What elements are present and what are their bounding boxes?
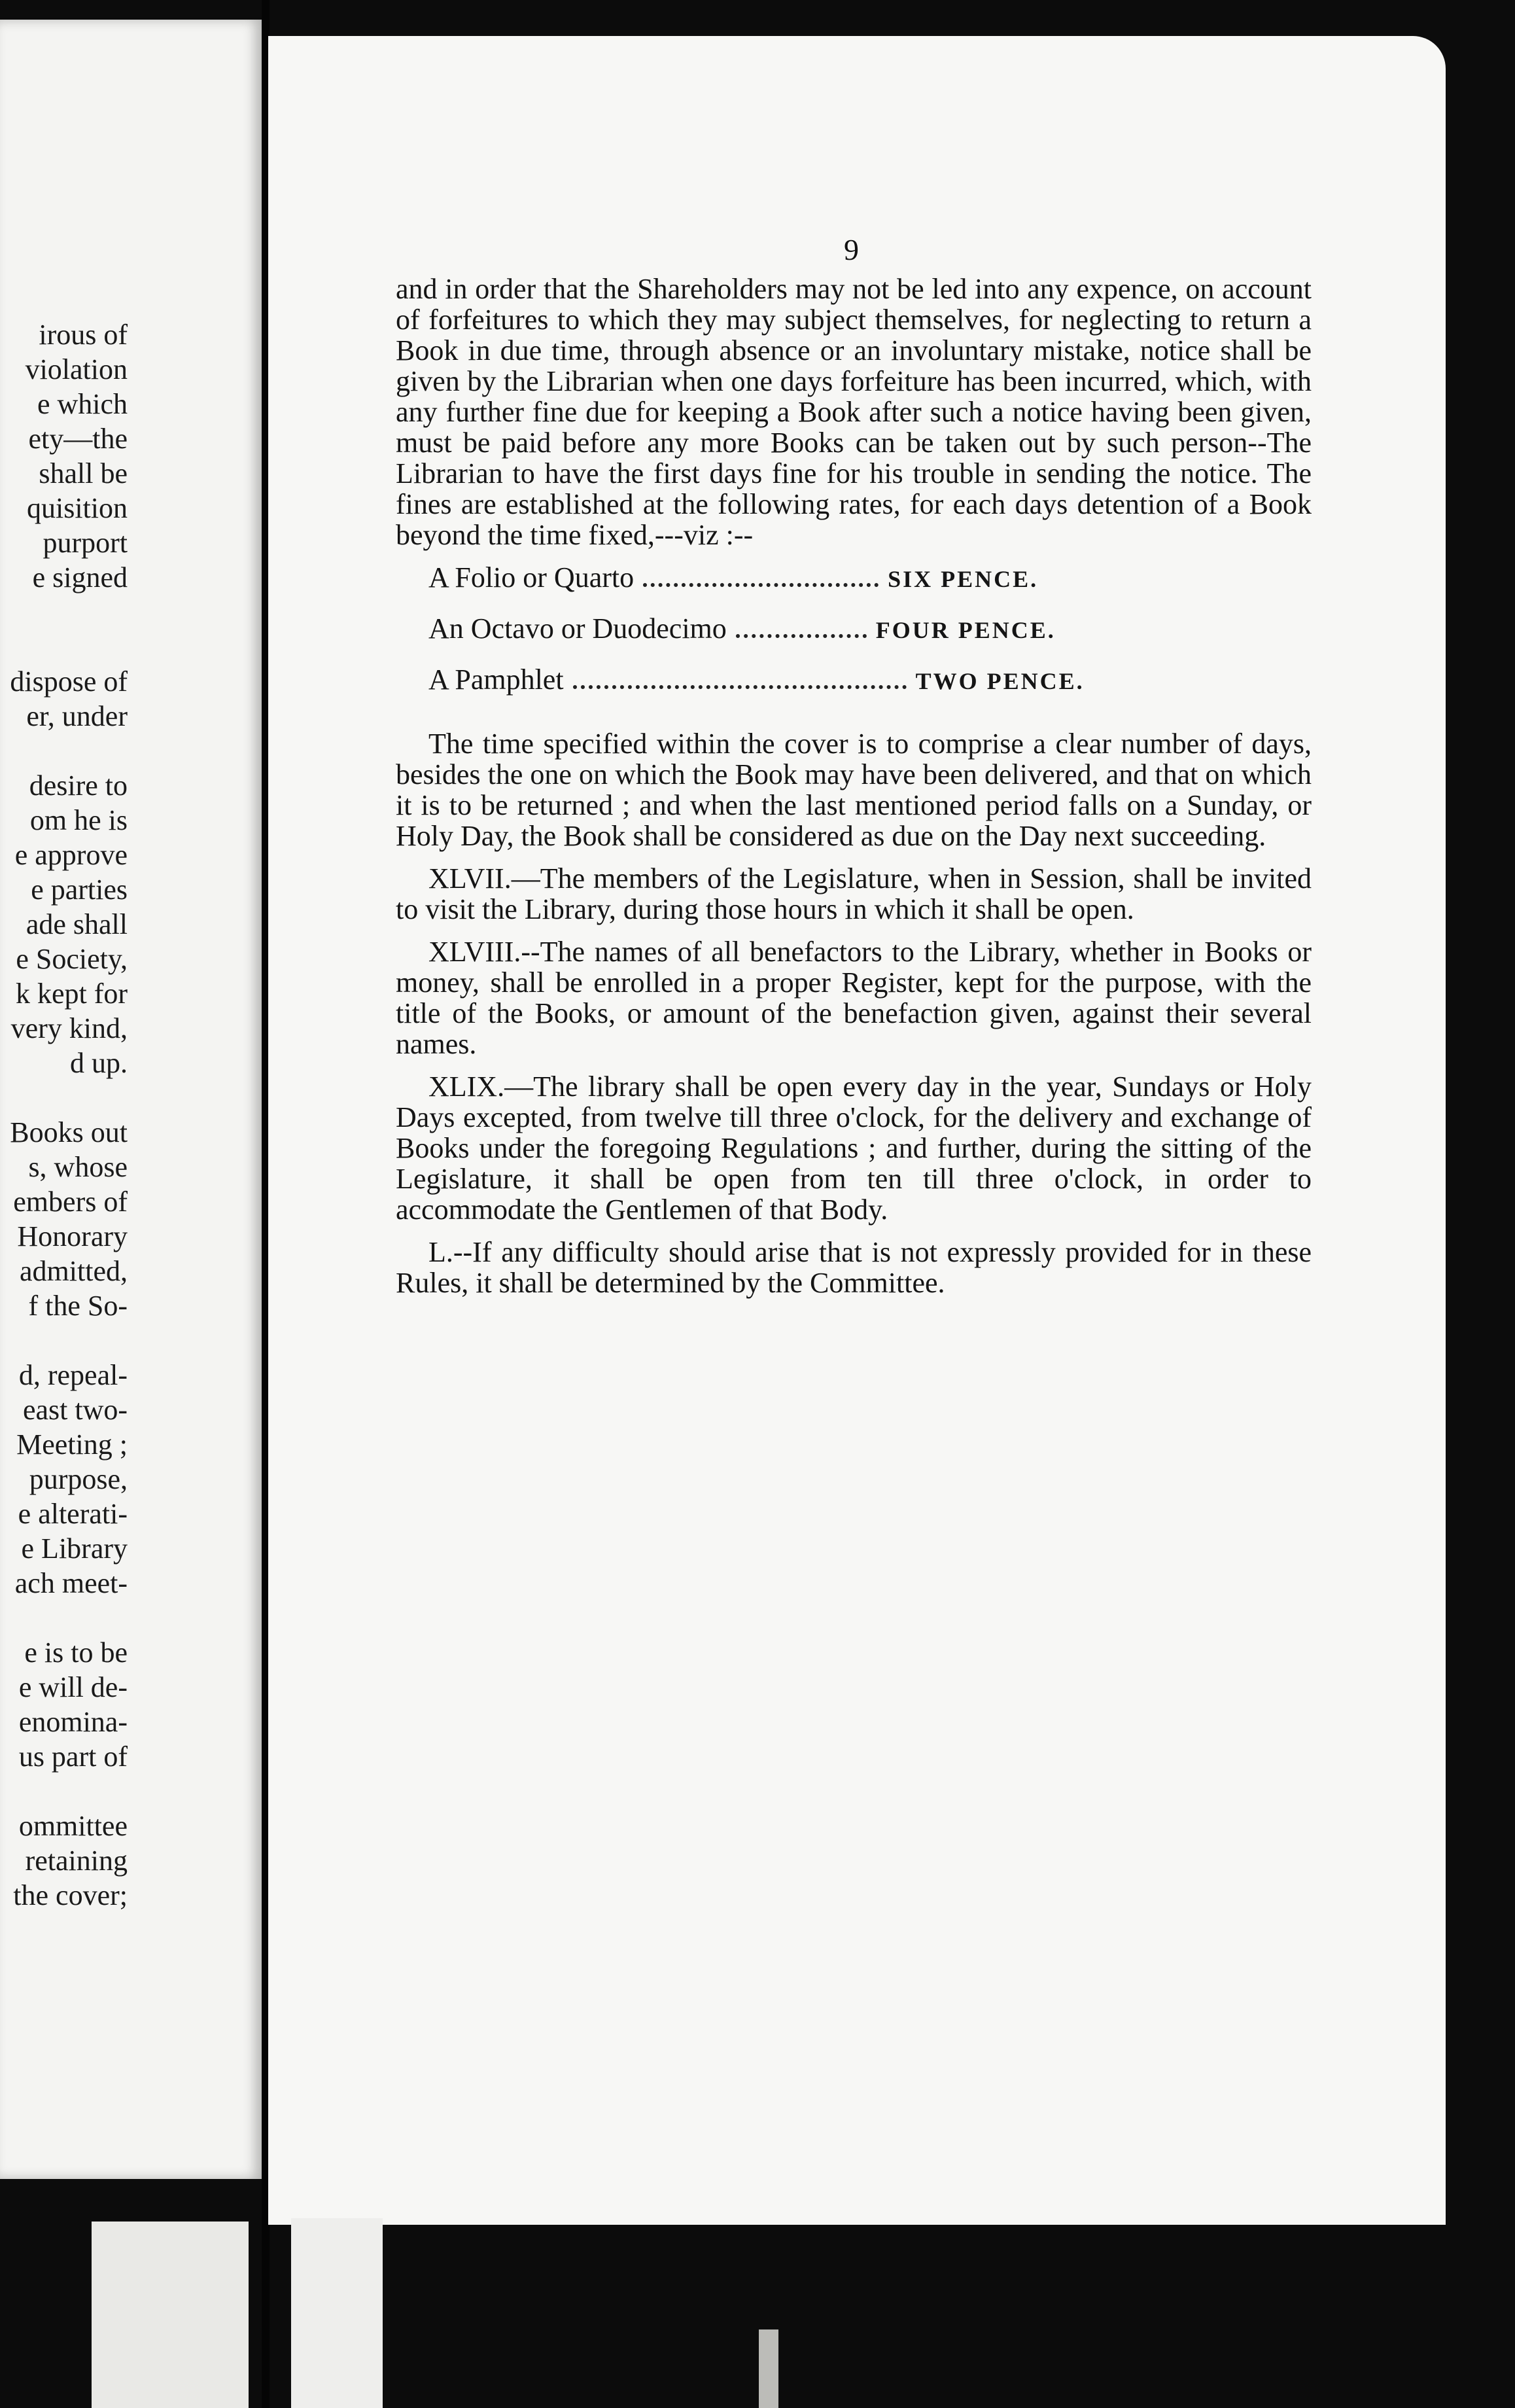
fine-item: A Folio or Quarto bbox=[428, 561, 635, 593]
left-text-line: east two- bbox=[22, 1394, 128, 1426]
left-text-line: e signed bbox=[32, 561, 128, 593]
left-text-line: desire to bbox=[22, 770, 128, 802]
left-text-line bbox=[0, 1323, 128, 1358]
time-paragraph: The time specified within the cover is to comprise a clear number of days, besides the one on which the Book may have been delivered, and that on which it is to be returned ; and when the last mentioned period falls on a Sunday, or Holy Day, the Book shall be considered as due on the Day next succeeding. bbox=[396, 728, 1312, 852]
fine-item: An Octavo or Duodecimo bbox=[428, 612, 727, 645]
left-text-line: purpose, bbox=[22, 1463, 128, 1495]
left-text-line: ade shall bbox=[26, 908, 128, 940]
left-text-line: Meeting ; bbox=[16, 1428, 128, 1461]
left-text-line: e alterati- bbox=[18, 1498, 128, 1530]
left-text-line: enomina- bbox=[18, 1706, 128, 1738]
left-text-line bbox=[0, 1080, 128, 1115]
opening-paragraph: and in order that the Shareholders may not be led into any expence, on account of forfeitures to which they may subject themselves, for neglecting to return a Book in due time, through absence or an involuntary mistake, notice shall be given by the Librarian when one days forfeiture has been incurred, which, with any further fine due for keeping a Book after such a notice having been given, must be paid before any more Books can be taken out by such person--The Librarian to have the first days fine for his trouble in sending the notice. The fines are established at the following rates, for each days detention of a Book beyond the time fixed,---viz :-- bbox=[396, 273, 1312, 551]
left-text-line: s, whose bbox=[28, 1151, 128, 1183]
page-number: 9 bbox=[844, 233, 859, 266]
left-text-line: k kept for bbox=[15, 978, 128, 1010]
fine-amount: FOUR PENCE. bbox=[875, 617, 1056, 643]
fine-amount: SIX PENCE. bbox=[888, 566, 1039, 592]
left-text-line: e Library bbox=[21, 1532, 128, 1565]
paper-stub bbox=[291, 2218, 383, 2408]
left-text-line: f the So- bbox=[28, 1290, 128, 1322]
left-text-line: shall be bbox=[39, 457, 128, 489]
left-text-line bbox=[0, 629, 128, 664]
rule-xlvii: XLVII.—The members of the Legislature, when in Session, shall be invited to visit the Library, during those hours in which it shall be open. bbox=[396, 862, 1312, 925]
fine-schedule bbox=[428, 562, 1312, 715]
left-page-fragment bbox=[0, 20, 262, 2179]
left-text-line: admitted, bbox=[20, 1255, 128, 1287]
left-text-line: e is to be bbox=[24, 1637, 128, 1669]
left-text-line: purport bbox=[35, 527, 128, 559]
left-text-line: Honorary bbox=[17, 1220, 128, 1252]
left-text-line: e will de- bbox=[18, 1671, 128, 1703]
left-text-line: d up. bbox=[70, 1047, 128, 1079]
left-text-line bbox=[0, 1774, 128, 1809]
left-text-line: er, under bbox=[26, 700, 128, 732]
left-text-line: irous of bbox=[39, 319, 128, 351]
left-text-line: very kind, bbox=[10, 1012, 128, 1044]
left-text-line: us part of bbox=[18, 1741, 128, 1773]
rule-xlviii: XLVIII.--The names of all benefactors to the Library, whether in Books or money, shall be enrolled in a proper Register, kept for the purpose, with the title of the Books, or amount of the benefaction given, against their several names. bbox=[396, 936, 1312, 1060]
page-text bbox=[396, 274, 1312, 1310]
dotted-leader bbox=[573, 667, 907, 689]
fine-row bbox=[428, 562, 1312, 613]
left-text-line: quisition bbox=[26, 492, 128, 524]
paper-stub bbox=[759, 2329, 778, 2408]
left-text-line: retaining bbox=[18, 1845, 128, 1877]
left-text-line bbox=[0, 595, 128, 629]
left-text-line: e Society, bbox=[16, 943, 128, 975]
dotted-leader bbox=[643, 565, 879, 587]
left-text-line: d, repeal- bbox=[18, 1359, 128, 1391]
left-page-text bbox=[0, 317, 262, 1913]
left-text-line: e parties bbox=[31, 874, 128, 906]
fine-item: A Pamphlet bbox=[428, 664, 564, 696]
left-text-line: the cover; bbox=[13, 1879, 128, 1911]
left-text-line: e which bbox=[37, 388, 128, 420]
left-text-line: violation bbox=[25, 353, 128, 385]
left-text-line: ety—the bbox=[28, 423, 128, 455]
paper-stub bbox=[92, 2222, 249, 2408]
rule-xlix: XLIX.—The library shall be open every day in the year, Sundays or Holy Days excepted, from twelve till three o'clock, for the delivery and exchange of Books under the foregoing Regulations ; and further, during the sitting of the Legislature, it shall be open from ten till three o'clock, in order to accommodate the Gentlemen of that Body. bbox=[396, 1071, 1312, 1226]
dotted-leader bbox=[736, 616, 867, 638]
fine-amount: TWO PENCE. bbox=[915, 668, 1085, 694]
left-text-line: embers of bbox=[13, 1186, 128, 1218]
fine-row bbox=[428, 613, 1312, 664]
left-text-line bbox=[0, 734, 128, 768]
left-text-line bbox=[0, 1601, 128, 1635]
left-text-line: dispose of bbox=[10, 665, 128, 698]
left-text-line: e approve bbox=[14, 839, 128, 871]
left-text-line: ach meet- bbox=[14, 1567, 128, 1599]
left-text-line: ommittee bbox=[18, 1810, 128, 1842]
left-text-line: Books out bbox=[10, 1116, 128, 1148]
rule-l: L.--If any difficulty should arise that is not expressly provided for in these Rules, it shall be determined by the Committee. bbox=[396, 1236, 1312, 1299]
left-text-line: om he is bbox=[29, 804, 128, 836]
fine-row bbox=[428, 664, 1312, 715]
